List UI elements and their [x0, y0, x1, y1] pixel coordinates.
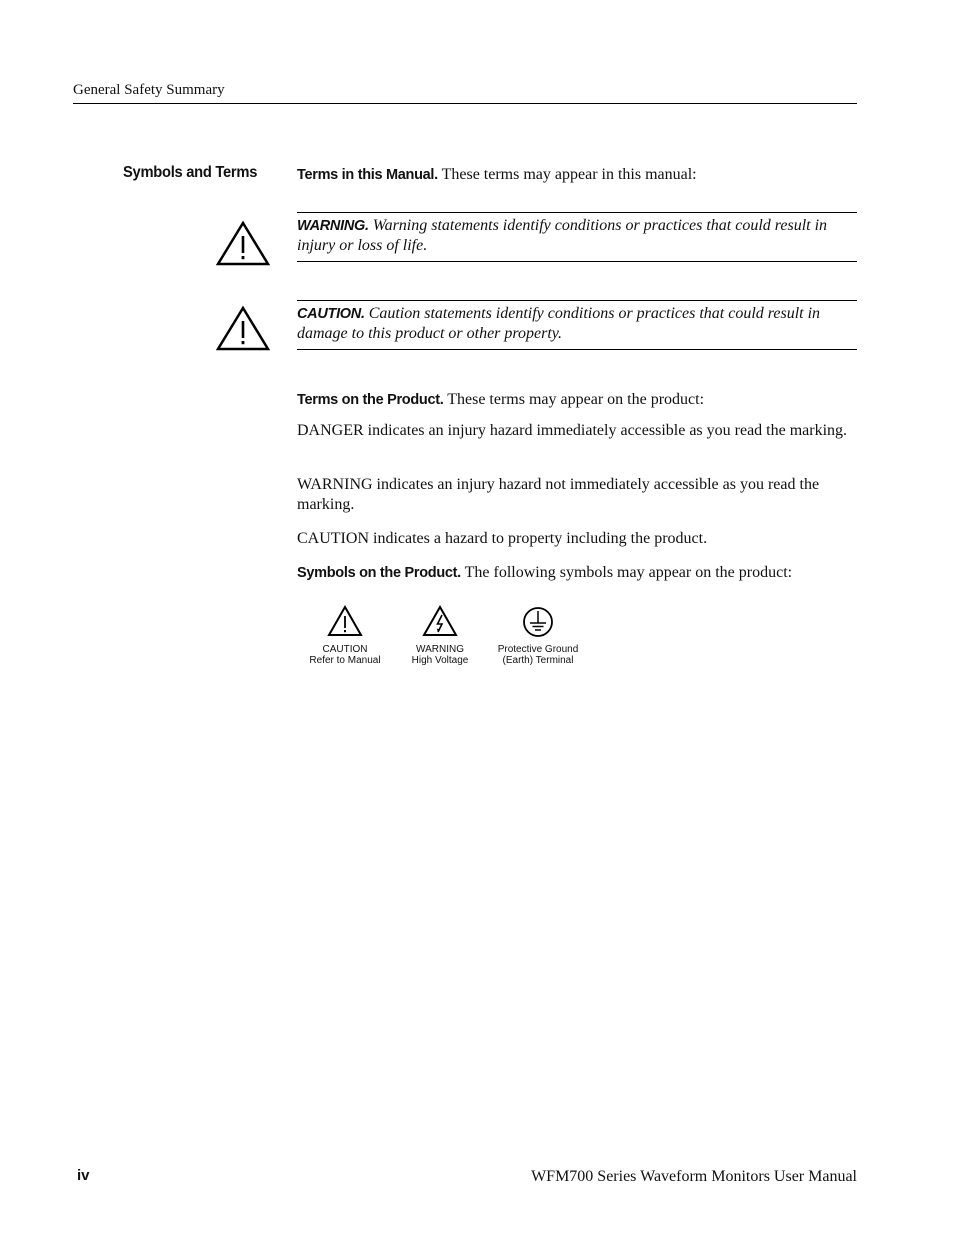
high-voltage-icon [422, 605, 458, 637]
caution-text: Caution statements identify conditions or practices that could result in damage to this product or other property. [297, 305, 821, 342]
protective-ground-symbol-line1: Protective Ground [497, 644, 579, 655]
caution-triangle-icon [327, 605, 363, 637]
terms-manual-paragraph [297, 165, 859, 185]
terms-product-text: These terms may appear on the product: [443, 391, 705, 408]
symbols-product-text: The following symbols may appear on the product: [460, 564, 793, 581]
protective-ground-symbol-line2: (Earth) Terminal [502, 655, 574, 666]
caution-symbol-line2: Refer to Manual [309, 655, 381, 666]
section-title: Symbols and Terms [123, 164, 258, 181]
high-voltage-symbol-line2: High Voltage [411, 655, 469, 666]
caution-lead: CAUTION. [297, 306, 365, 322]
warning-note [297, 216, 859, 256]
warning-triangle-icon [216, 220, 270, 268]
warning-term-paragraph: WARNING indicates an injury hazard not immediately accessible as you read the marking. [297, 476, 820, 513]
page-number: iv [77, 1167, 90, 1184]
header-rule [73, 103, 857, 104]
symbols-product-paragraph [297, 563, 859, 583]
high-voltage-symbol-line1: WARNING [416, 644, 464, 655]
warning-top-rule [297, 212, 857, 213]
caution-bottom-rule [297, 349, 857, 350]
high-voltage-symbol-caption [395, 644, 485, 666]
running-header: General Safety Summary [73, 82, 225, 98]
terms-product-paragraph [297, 390, 859, 410]
caution-term-paragraph: CAUTION indicates a hazard to property including the product. [297, 530, 708, 547]
caution-triangle-icon [216, 305, 270, 353]
protective-ground-symbol-caption [488, 644, 588, 666]
terms-manual-lead: Terms in this Manual. [297, 167, 438, 183]
caution-symbol-line1: CAUTION [322, 644, 368, 655]
terms-product-lead: Terms on the Product. [297, 392, 444, 408]
protective-ground-icon [522, 606, 554, 638]
symbols-product-lead: Symbols on the Product. [297, 565, 461, 581]
warning-lead: WARNING. [297, 218, 369, 234]
manual-title: WFM700 Series Waveform Monitors User Manual [531, 1168, 857, 1185]
caution-symbol-caption [300, 644, 390, 666]
warning-bottom-rule [297, 261, 857, 262]
warning-text: Warning statements identify conditions or practices that could result in injury or loss of life. [297, 217, 828, 254]
danger-term-paragraph: DANGER indicates an injury hazard immediately accessible as you read the marking. [297, 422, 848, 439]
terms-manual-text: These terms may appear in this manual: [437, 166, 697, 183]
caution-note [297, 304, 859, 344]
caution-top-rule [297, 300, 857, 301]
